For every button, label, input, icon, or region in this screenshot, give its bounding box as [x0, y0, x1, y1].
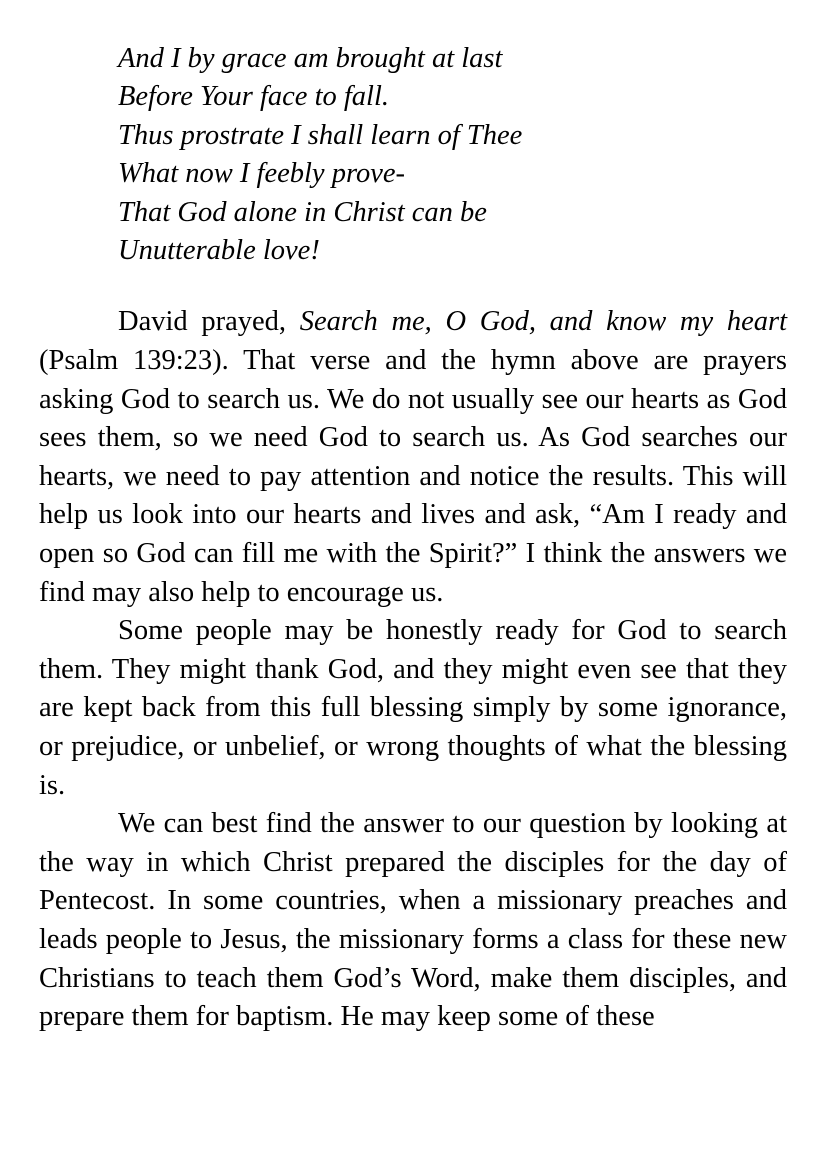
- paragraph-2: Some people may be honestly ready for God to search them. They might thank God, and they might even see that they are kept back from this full blessing simply by some ignorance, or prejudice, or unbelief, or wrong thoughts of what the blessing is.: [39, 615, 787, 801]
- hymn-line: That God alone in Christ can be: [118, 196, 487, 228]
- paragraph-3: We can best find the answer to our question by looking at the way in which Christ prepared the disciples for the day of Pentecost. In some countries, when a missionary preaches and leads people to Jesus, the missionary forms a class for these new Christians to teach them God’s Word, make them disciples, and prepare them for baptism. He may keep some of these: [39, 808, 787, 1033]
- paragraph-lead: David prayed,: [118, 306, 300, 338]
- hymn-line: And I by grace am brought at last: [118, 43, 503, 74]
- body-text: [39, 303, 787, 1036]
- scripture-quote: Search me, O God, and know my heart: [299, 306, 787, 338]
- book-page: [39, 40, 787, 1037]
- hymn-line: Before Your face to fall.: [118, 81, 390, 113]
- hymn-stanza: [118, 40, 787, 270]
- paragraph-1: [39, 303, 787, 612]
- hymn-line: What now I feebly prove-: [118, 158, 406, 190]
- hymn-line: Unutterable love!: [118, 235, 320, 267]
- hymn-line: Thus prostrate I shall learn of Thee: [118, 119, 523, 151]
- paragraph-rest: (Psalm 139:23). That verse and the hymn above are prayers asking God to search us. We do not usually see our hearts as God sees them, so we need God to search us. As God searches our hearts, we need to pay attention and notice the results. This will help us look into our hearts and lives and ask, “Am I ready and open so God can fill me with the Spirit?” I think the answers we find may also help to encourage us.: [39, 345, 787, 608]
